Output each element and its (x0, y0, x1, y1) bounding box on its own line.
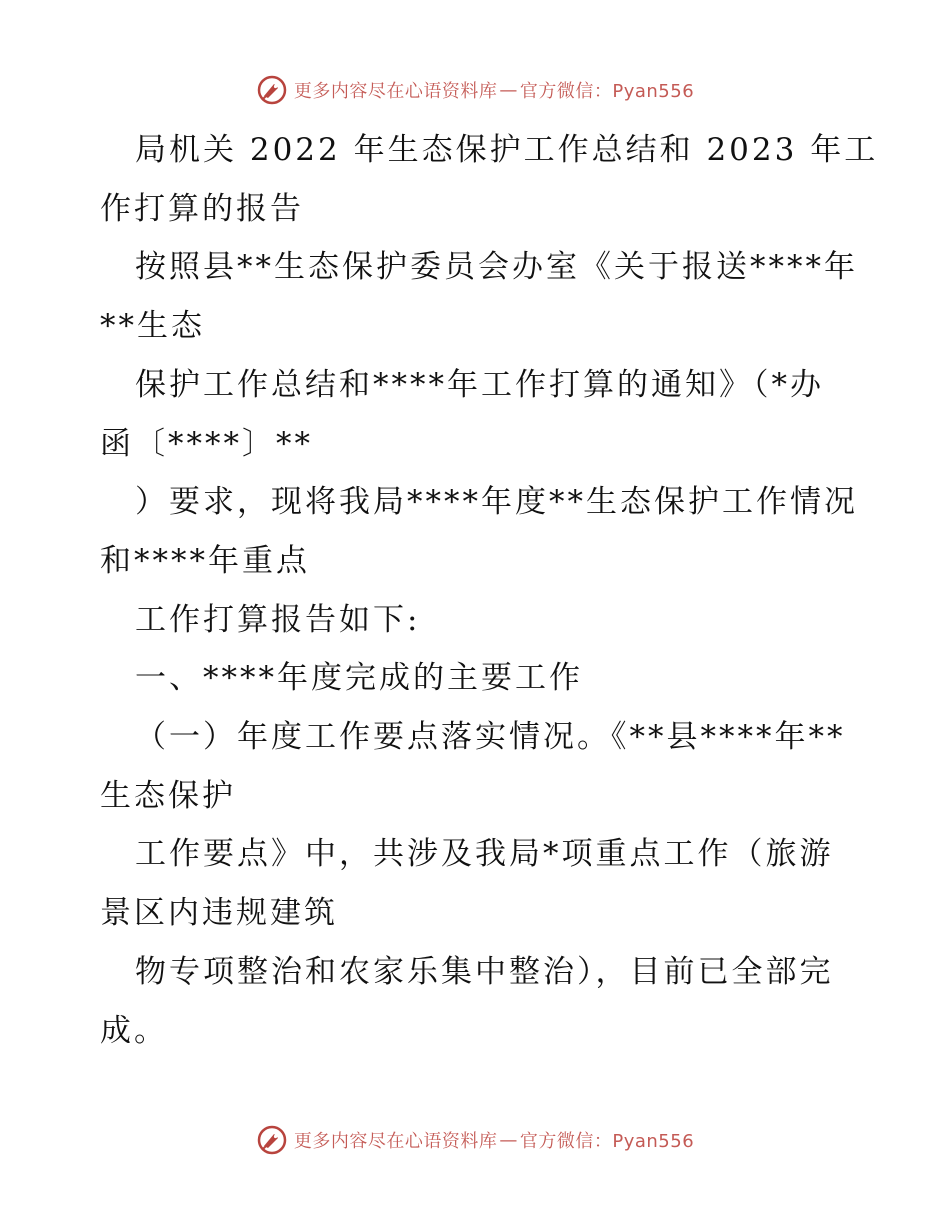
section-heading-1 (100, 649, 860, 708)
paragraph-line: **生态 (100, 308, 205, 345)
paragraph-9 (100, 943, 860, 1060)
paragraph-line: 景区内违规建筑 (100, 895, 338, 932)
footer-watermark (0, 1120, 950, 1160)
paragraph-line: 保护工作总结和****年工作打算的通知》（*办 (135, 366, 824, 403)
paragraph-line: 成。 (100, 1012, 168, 1049)
paragraph-line: （一）年度工作要点落实情况。《**县****年** (135, 719, 846, 756)
header-watermark-separator: — (499, 79, 518, 101)
paragraph-line: 按照县**生态保护委员会办室《关于报送****年 (135, 249, 858, 286)
header-watermark (0, 70, 950, 110)
paragraph-line: 生态保护 (100, 777, 236, 814)
paragraph-line: 和****年重点 (100, 542, 310, 579)
paragraph-line: 工作打算报告如下: (135, 601, 421, 638)
paragraph-4 (100, 473, 860, 590)
paragraph-8 (100, 825, 860, 942)
title-line-1: 局机关 2022 年生态保护工作总结和 2023 年工 (135, 132, 879, 168)
paragraph-5 (100, 591, 860, 650)
footer-watermark-separator: — (499, 1129, 518, 1151)
paragraph-3 (100, 356, 860, 473)
paragraph-2 (100, 238, 860, 355)
header-watermark-wechat: 官方微信：Pyan556 (519, 81, 695, 102)
heading-line: 一、****年度完成的主要工作 (135, 660, 583, 697)
paragraph-line: ）要求，现将我局****年度**生态保护工作情况 (135, 484, 858, 521)
paragraph-line: 物专项整治和农家乐集中整治），目前已全部完 (135, 953, 834, 990)
pen-nib-logo-icon (256, 74, 288, 106)
pen-nib-logo-icon (256, 1124, 288, 1156)
header-watermark-text: 更多内容尽在心语资料库 (293, 81, 498, 102)
footer-watermark-wechat: 官方微信：Pyan556 (519, 1131, 695, 1152)
document-body (100, 121, 879, 1060)
paragraph-line: 函〔****〕** (100, 425, 313, 462)
paragraph-title (100, 121, 879, 238)
footer-watermark-text: 更多内容尽在心语资料库 (293, 1131, 498, 1152)
paragraph-7 (100, 708, 860, 825)
title-line-2: 作打算的报告 (100, 190, 304, 227)
paragraph-line: 工作要点》中，共涉及我局*项重点工作（旅游 (135, 836, 834, 873)
